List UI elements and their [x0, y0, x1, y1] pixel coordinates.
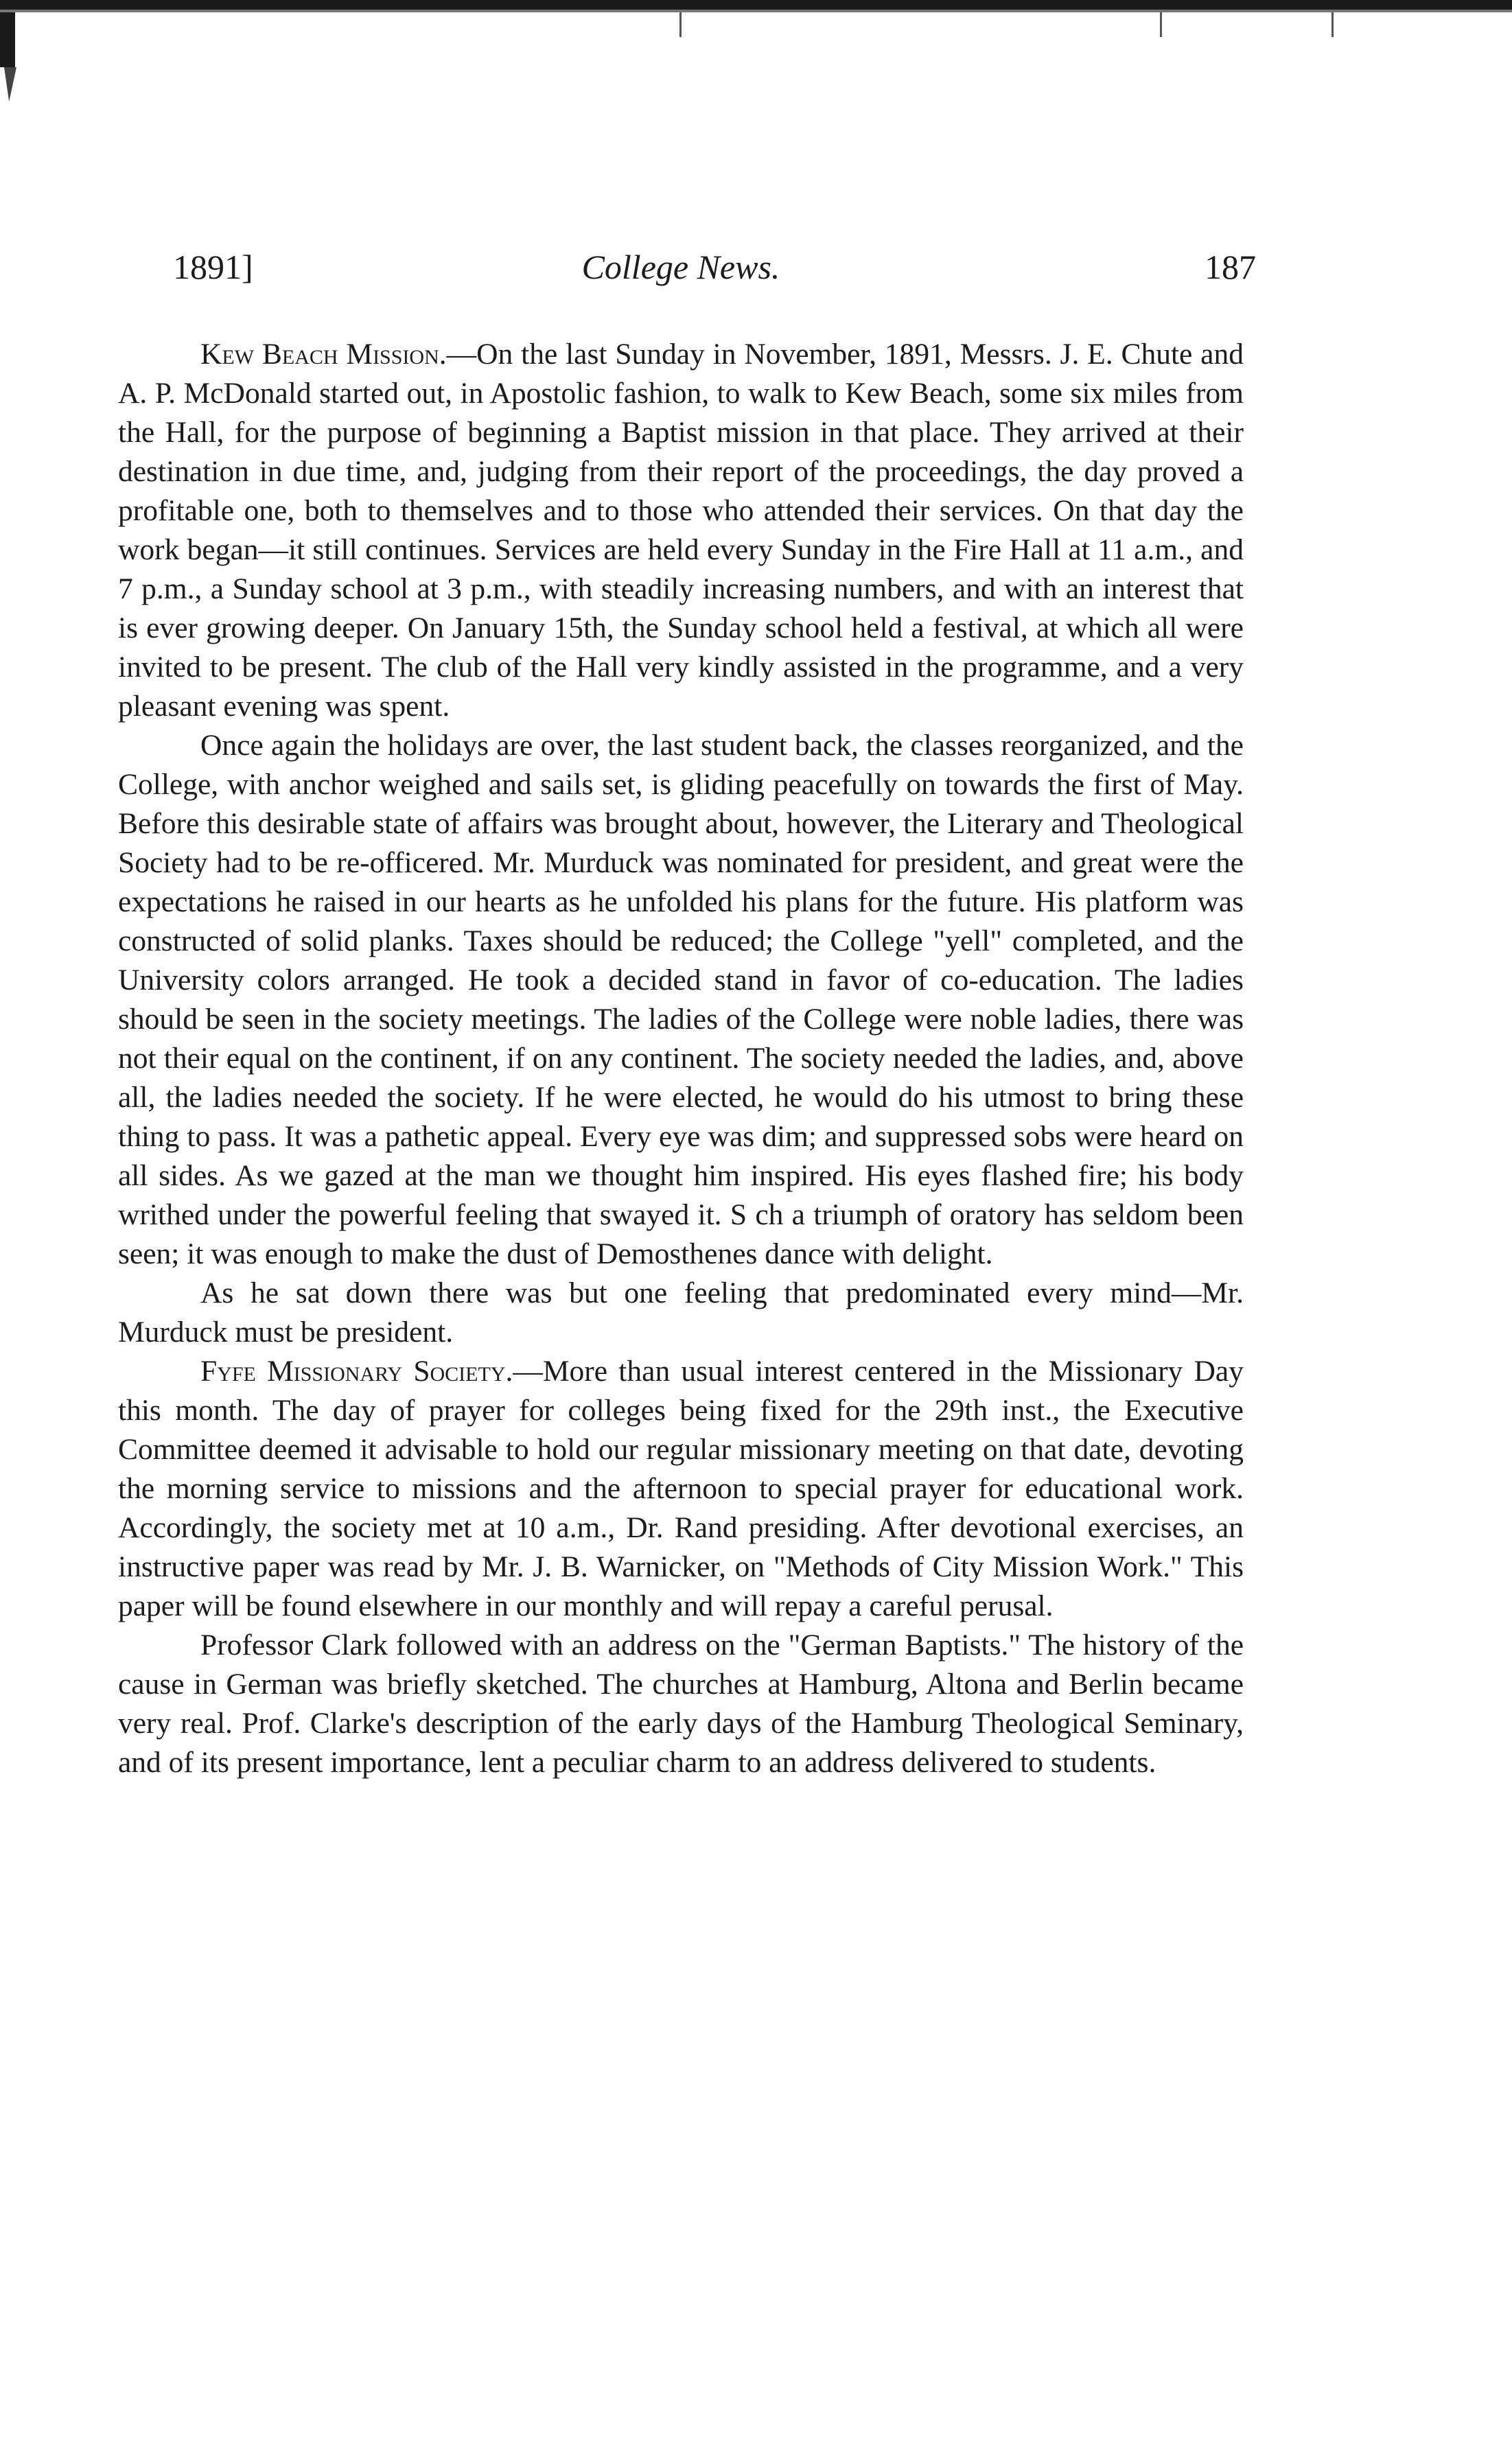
scan-top-border-shadow [0, 10, 1512, 12]
paragraph-kew-beach [118, 335, 1244, 726]
scan-edge-mark [0, 12, 15, 67]
paragraph-president: As he sat down there was but one feeling that predominated every mind—Mr. Murduck must be president. [118, 1276, 1244, 1349]
paragraph-text: —More than usual interest centered in the Missionary Day this month. The day of prayer for colleges being fixed for the 29th inst., the Executive Committee deemed it advisable to hold our regular missionary meeting on that date, devoting the morning service to missions and the afternoon to special prayer for educational work. Accordingly, the society met at 10 a.m., Dr. Rand presiding. After devotional exercises, an instructive paper was read by Mr. J. B. Warnicker, on "Methods of City Mission Work." This paper will be found elsewhere in our monthly and will repay a careful perusal. [118, 1355, 1244, 1622]
scan-edge-mark-tail [4, 67, 16, 102]
paragraph-society-election: Once again the holidays are over, the last student back, the classes reorganized, and the College, with anchor weighed and sails set, is gliding peacefully on towards the first of May. Before this desirable state of affairs was brought about, however, the Literary and Theological Society had to be re-officered. Mr. Murduck was nominated for president, and great were the expectations he raised in our hearts as he unfolded his plans for the future. His platform was constructed of solid planks. Taxes should be reduced; the College "yell" completed, and the University colors arranged. He took a decided stand in favor of co-education. The ladies should be seen in the society meetings. The ladies of the College were noble ladies, there was not their equal on the continent, if on any continent. The society needed the ladies, and, above all, the ladies needed the society. If he were elected, he would do his utmost to bring these thing to pass. It was a pathetic appeal. Every eye was dim; and suppressed sobs were heard on all sides. As we gazed at the man we thought him inspired. His eyes flashed fire; his body writhed under the powerful feeling that swayed it. S ch a triumph of oratory has seldom been seen; it was enough to make the dust of Demosthenes dance with delight. [118, 729, 1244, 1270]
scan-top-border [0, 0, 1512, 10]
running-head-year: 1891] [173, 248, 253, 286]
page [118, 247, 1256, 1782]
article-body [118, 335, 1244, 1782]
running-head-title: College News. [581, 248, 780, 286]
scan-tick [679, 12, 682, 37]
page-number: 187 [1205, 248, 1256, 286]
paragraph-professor-clark: Professor Clark followed with an address on the "German Baptists." The history of the cause in German was briefly sketched. The churches at Hamburg, Altona and Berlin became very real. Prof. Clarke's description of the early days of the Hamburg Theological Seminary, and of its present importance, lent a peculiar charm to an address delivered to students. [118, 1629, 1244, 1779]
paragraph-text: —On the last Sunday in November, 1891, Messrs. J. E. Chute and A. P. McDonald started out, in Apostolic fashion, to walk to Kew Beach, some six miles from the Hall, for the purpose of beginning a Baptist mission in that place. They arrived at their destination in due time, and, judging from their report of the proceedings, the day proved a profitable one, both to themselves and to those who attended their services. On that day the work began—it still continues. Services are held every Sunday in the Fire Hall at 11 a.m., and 7 p.m., a Sunday school at 3 p.m., with steadily increasing numbers, and with an interest that is ever growing deeper. On January 15th, the Sunday school held a festival, at which all were invited to be present. The club of the Hall very kindly assisted in the programme, and a very pleasant evening was spent. [118, 338, 1244, 723]
scan-tick [1160, 12, 1162, 37]
section-heading: Kew Beach Mission. [200, 338, 447, 371]
scan-tick [1331, 12, 1334, 37]
section-heading: Fyfe Missionary Society. [200, 1355, 513, 1388]
running-head [118, 247, 1256, 309]
paragraph-fyfe-missionary [118, 1352, 1244, 1626]
